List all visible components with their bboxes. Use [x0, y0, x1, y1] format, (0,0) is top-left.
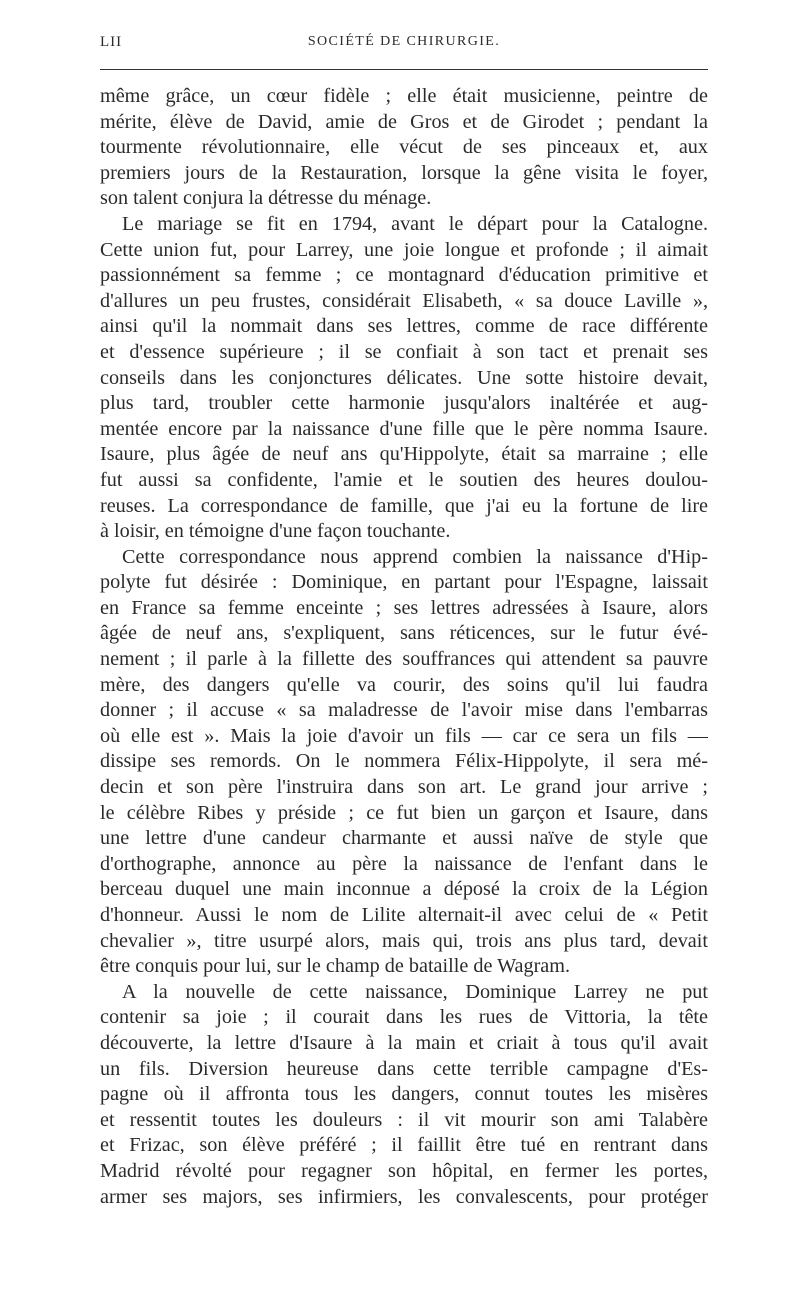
text-line: Le mariage se fit en 1794, avant le départ pour la Catalogne.	[122, 212, 708, 235]
text-line: d'honneur. Aussi le nom de Lilite alternait-il avec celui de « Petit	[100, 904, 708, 926]
text-line: plus tard, troubler cette harmonie jusqu'alors inaltérée et aug-	[100, 392, 708, 415]
text-line: polyte fut désirée : Dominique, en partant pour l'Espagne, laissait	[100, 571, 708, 594]
text-line: le célèbre Ribes y préside ; ce fut bien un garçon et Isaure, dans	[100, 801, 708, 824]
text-line: conseils dans les conjonctures délicates. Une sotte histoire devait,	[100, 366, 708, 389]
text-line: tourmente révolutionnaire, elle vécut de ses pinceaux et, aux	[100, 136, 708, 159]
text-line: à loisir, en témoigne d'une façon touchante.	[100, 520, 451, 543]
text-line: dissipe ses remords. On le nommera Félix-Hippolyte, il sera mé-	[100, 750, 708, 773]
text-line: decin et son père l'instruira dans son art. Le grand jour arrive ;	[100, 776, 708, 799]
page-number: LII	[100, 34, 123, 50]
text-line: et ressentit toutes les douleurs : il vit mourir son ami Talabère	[100, 1108, 708, 1131]
text-line: passionnément sa femme ; ce montagnard d'éducation primitive et	[100, 264, 708, 287]
text-line: mérite, élève de David, amie de Gros et de Girodet ; pendant la	[100, 110, 708, 133]
text-line: berceau duquel une main inconnue a déposé la croix de la Légion	[100, 878, 708, 901]
text-line: découverte, la lettre d'Isaure à la main et criait à tous qu'il avait	[100, 1031, 708, 1054]
page-header	[100, 34, 708, 58]
text-line: d'orthographe, annonce au père la naissance de l'enfant dans le	[100, 852, 708, 875]
text-line: armer ses majors, ses infirmiers, les convalescents, pour protéger	[100, 1185, 708, 1208]
text-line: mère, des dangers qu'elle va courir, des soins qu'il lui faudra	[100, 673, 708, 696]
text-line: en France sa femme enceinte ; ses lettres adressées à Isaure, alors	[100, 596, 708, 619]
text-line: être conquis pour lui, sur le champ de bataille de Wagram.	[100, 955, 571, 978]
text-line: pagne où il affronta tous les dangers, connut toutes les misères	[100, 1083, 708, 1106]
paragraph	[100, 980, 708, 1210]
text-line: et Frizac, son élève préféré ; il faillit être tué en rentrant dans	[100, 1134, 708, 1157]
text-line: Cette union fut, pour Larrey, une joie longue et profonde ; il aimait	[100, 238, 708, 261]
text-line: âgée de neuf ans, s'expliquent, sans réticences, sur le futur évé-	[100, 622, 708, 645]
text-line: mentée encore par la naissance d'une fille que le père nomma Isaure.	[100, 417, 708, 440]
text-line: premiers jours de la Restauration, lorsque la gêne visita le foyer,	[100, 161, 708, 184]
text-line: donner ; il accuse « sa maladresse de l'avoir mise dans l'embarras	[100, 699, 708, 722]
text-line: son talent conjura la détresse du ménage.	[100, 187, 432, 210]
paragraph	[100, 212, 708, 545]
text-line: où elle est ». Mais la joie d'avoir un fils — car ce sera un fils —	[100, 724, 708, 747]
header-rule	[100, 69, 708, 70]
text-line: Cette correspondance nous apprend combien la naissance d'Hip-	[122, 545, 708, 568]
text-line: Madrid révolté pour regagner son hôpital, en fermer les portes,	[100, 1159, 708, 1182]
text-line: une lettre d'une candeur charmante et aussi naïve de style que	[100, 827, 708, 850]
paragraph	[100, 545, 708, 980]
text-line: chevalier », titre usurpé alors, mais qui, trois ans plus tard, devait	[100, 929, 708, 952]
text-line: contenir sa joie ; il courait dans les rues de Vittoria, la tête	[100, 1006, 708, 1029]
paragraph	[100, 84, 708, 212]
text-line: reuses. La correspondance de famille, que j'ai eu la fortune de lire	[100, 494, 708, 517]
text-line: et d'essence supérieure ; il se confiait à son tact et prenait ses	[100, 340, 708, 363]
text-line: même grâce, un cœur fidèle ; elle était musicienne, peintre de	[100, 85, 708, 107]
text-line: d'allures un peu frustes, considérait Elisabeth, « sa douce Laville »,	[100, 289, 708, 312]
text-line: nement ; il parle à la fillette des souffrances qui attendent sa pauvre	[100, 648, 708, 671]
text-line: un fils. Diversion heureuse dans cette terrible campagne d'Es-	[100, 1057, 708, 1080]
running-title: SOCIÉTÉ DE CHIRURGIE.	[307, 34, 501, 49]
text-line: Isaure, plus âgée de neuf ans qu'Hippolyte, était sa marraine ; elle	[100, 443, 708, 466]
body-text	[100, 84, 708, 1210]
text-line: ainsi qu'il la nommait dans ses lettres, comme de race différente	[100, 315, 708, 338]
text-line: fut aussi sa confidente, l'amie et le soutien des heures doulou-	[100, 468, 708, 491]
text-line: A la nouvelle de cette naissance, Dominique Larrey ne put	[122, 980, 708, 1003]
